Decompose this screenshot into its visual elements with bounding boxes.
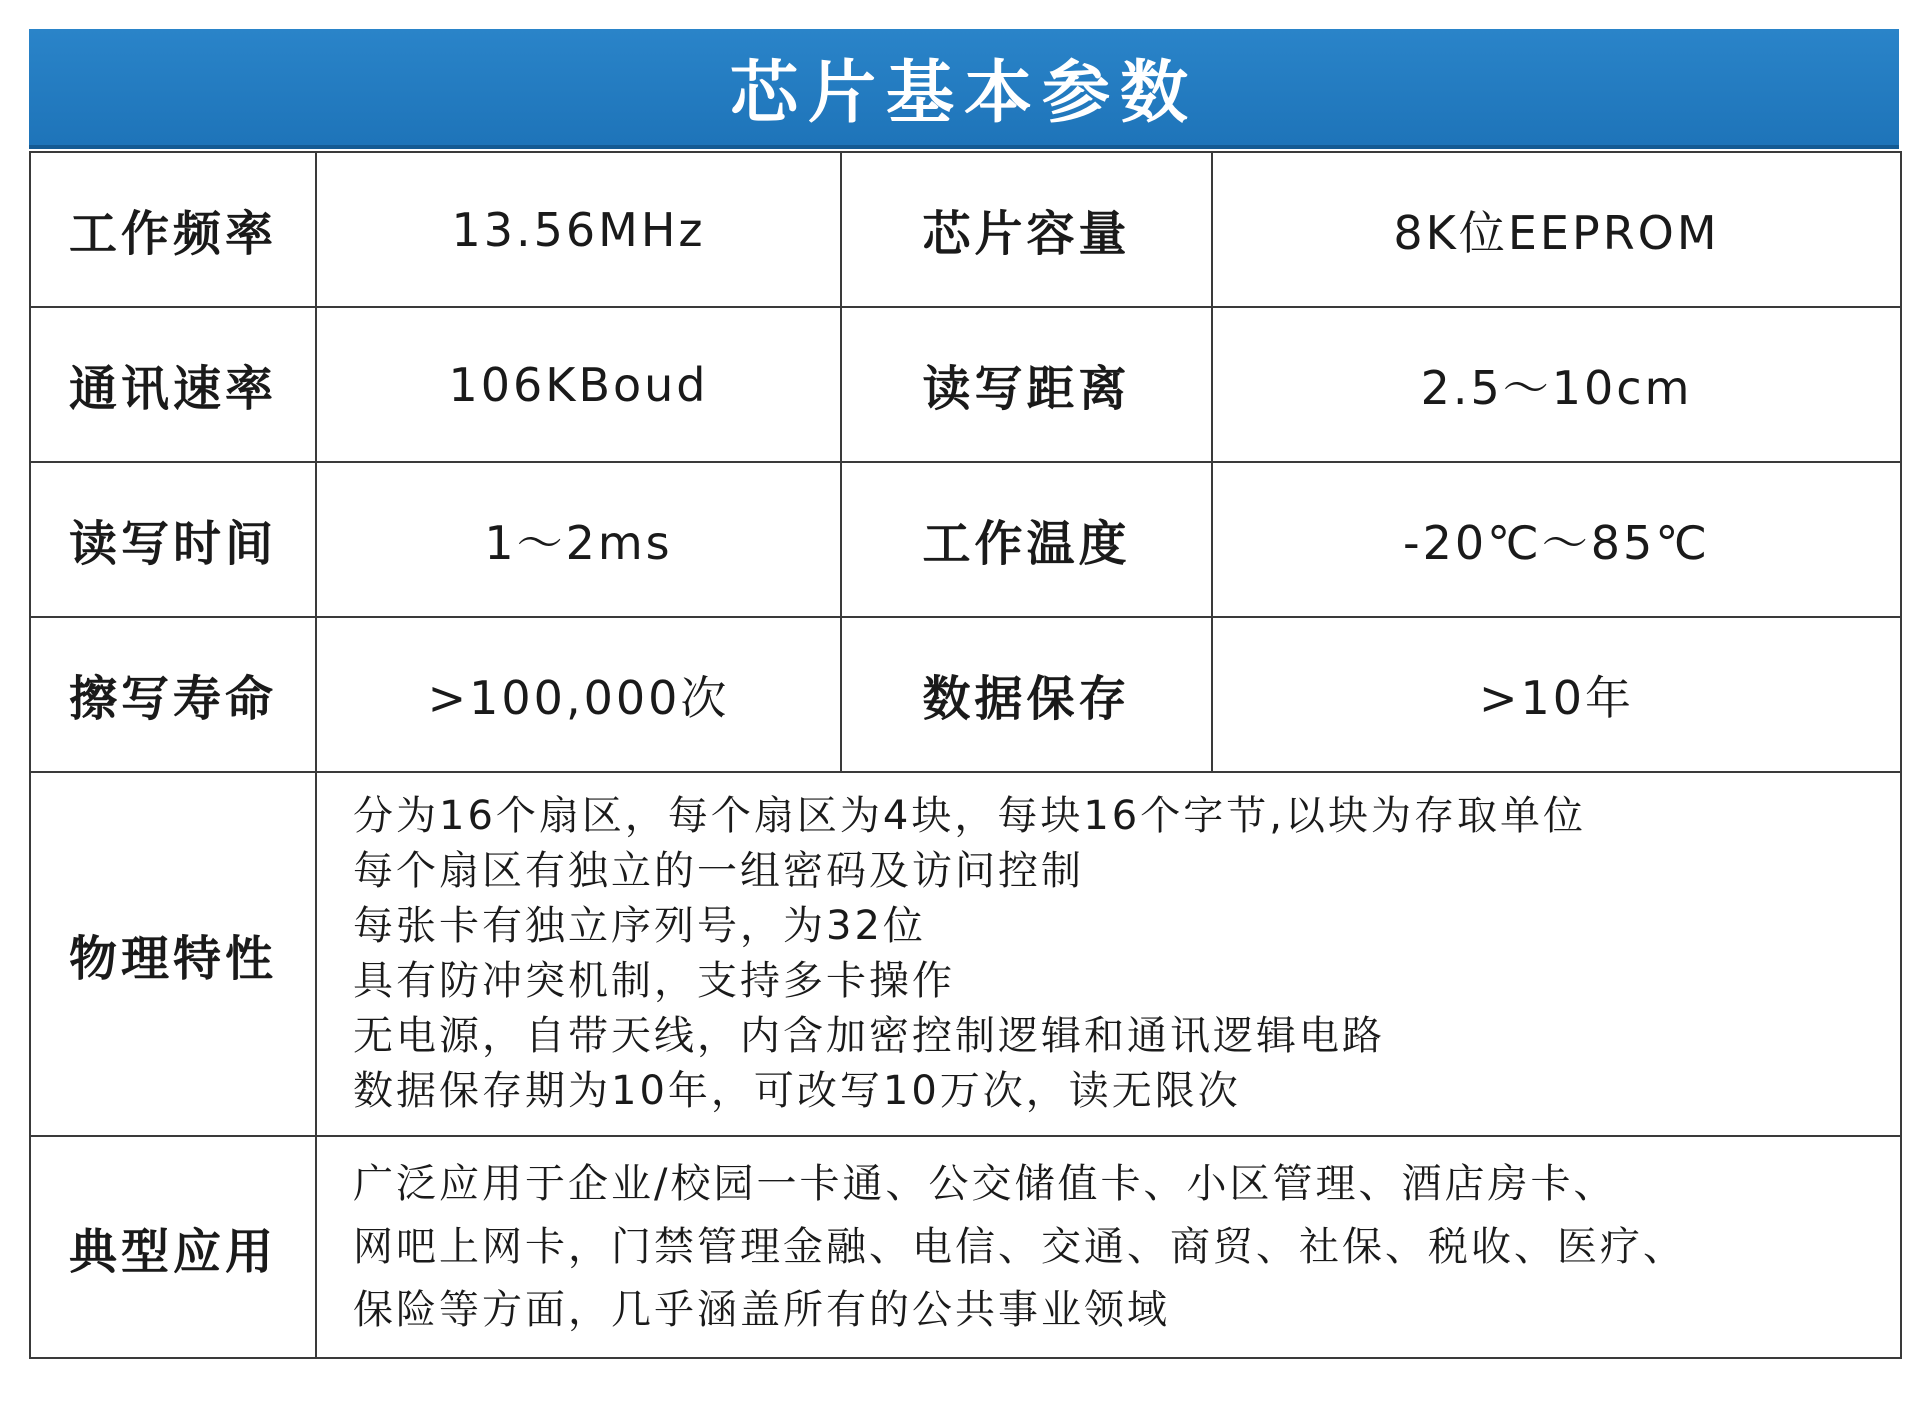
param-label-comm-rate: 通讯速率	[30, 307, 316, 462]
param-value-rw-time: 1～2ms	[316, 462, 841, 617]
param-value-retention: >10年	[1212, 617, 1901, 772]
param-value-capacity: 8K位EEPROM	[1212, 152, 1901, 307]
table-row	[30, 1136, 1901, 1358]
param-value-read-distance: 2.5～10cm	[1212, 307, 1901, 462]
physical-line: 无电源，自带天线，内含加密控制逻辑和通讯逻辑电路	[353, 1013, 1385, 1059]
physical-label: 物理特性	[30, 772, 316, 1136]
physical-line: 数据保存期为10年，可改写10万次，读无限次	[353, 1068, 1241, 1114]
physical-line: 每张卡有独立序列号，为32位	[353, 903, 926, 949]
param-value-comm-rate: 106KBoud	[316, 307, 841, 462]
page-title: 芯片基本参数	[729, 53, 1198, 133]
param-label-capacity: 芯片容量	[841, 152, 1212, 307]
param-label-frequency: 工作频率	[30, 152, 316, 307]
physical-line: 具有防冲突机制，支持多卡操作	[353, 958, 955, 1004]
param-value-frequency: 13.56MHz	[316, 152, 841, 307]
param-label-temperature: 工作温度	[841, 462, 1212, 617]
param-label-retention: 数据保存	[841, 617, 1212, 772]
application-line: 保险等方面，几乎涵盖所有的公共事业领域	[353, 1286, 1170, 1333]
parameter-table	[29, 151, 1902, 1359]
physical-line: 分为16个扇区，每个扇区为4块，每块16个字节,以块为存取单位	[353, 793, 1586, 839]
application-line: 网吧上网卡，门禁管理金融、电信、交通、商贸、社保、税收、医疗、	[353, 1223, 1686, 1270]
param-value-temperature: -20℃～85℃	[1212, 462, 1901, 617]
title-banner	[29, 29, 1899, 149]
param-value-endurance: >100,000次	[316, 617, 841, 772]
param-label-endurance: 擦写寿命	[30, 617, 316, 772]
param-label-rw-time: 读写时间	[30, 462, 316, 617]
application-label: 典型应用	[30, 1136, 316, 1358]
table-row	[30, 152, 1901, 307]
table-row	[30, 307, 1901, 462]
application-description	[316, 1136, 1901, 1358]
application-line: 广泛应用于企业/校园一卡通、公交储值卡、小区管理、酒店房卡、	[353, 1160, 1617, 1207]
table-row	[30, 617, 1901, 772]
table-row	[30, 772, 1901, 1136]
physical-line: 每个扇区有独立的一组密码及访问控制	[353, 848, 1084, 894]
param-label-read-distance: 读写距离	[841, 307, 1212, 462]
table-row	[30, 462, 1901, 617]
physical-description	[316, 772, 1901, 1136]
